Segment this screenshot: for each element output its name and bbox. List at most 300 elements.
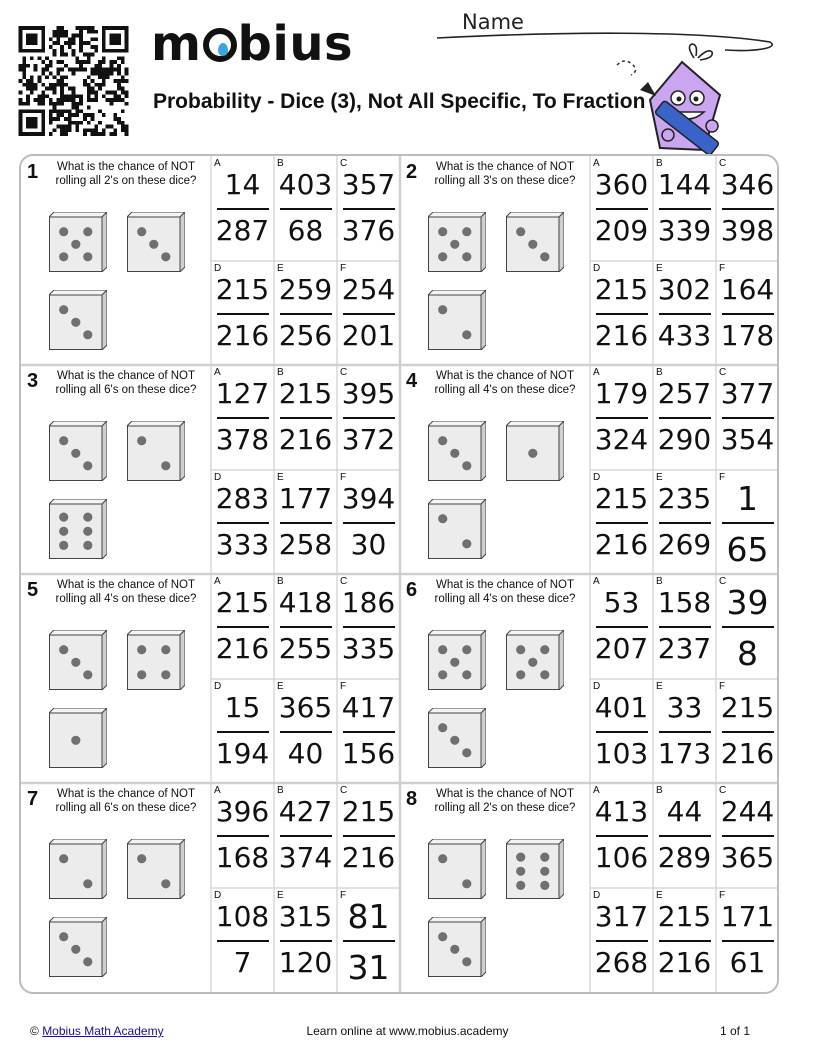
answer-option-c[interactable] [716, 783, 779, 887]
fraction-numerator: 413 [594, 795, 649, 828]
fraction-denominator: 173 [657, 737, 712, 770]
worksheet-grid [19, 154, 779, 994]
die-pip [137, 645, 146, 654]
fraction-bar [596, 940, 648, 942]
fraction-numerator: 357 [341, 168, 396, 201]
answer-label: A [593, 785, 600, 796]
fraction-bar [280, 626, 332, 628]
die-pip [83, 330, 92, 339]
fraction-bar [217, 313, 269, 315]
answer-label: A [214, 367, 221, 378]
fraction-numerator: 177 [278, 482, 333, 515]
fraction-denominator: 106 [594, 841, 649, 874]
die-pip [528, 658, 537, 667]
answer-option-d[interactable] [211, 888, 274, 992]
fraction-numerator: 283 [215, 482, 270, 515]
die-pip [71, 658, 80, 667]
die-face-icon-2 [127, 839, 185, 899]
fraction-denominator: 216 [594, 528, 649, 561]
answer-option-a[interactable] [211, 783, 274, 887]
answer-option-e[interactable] [653, 470, 716, 574]
answer-option-d[interactable] [211, 261, 274, 365]
fraction-numerator: 360 [594, 168, 649, 201]
fraction-bar [217, 940, 269, 942]
die-pip [462, 879, 471, 888]
answer-label: D [593, 263, 601, 274]
logo-text-m: m [151, 16, 202, 72]
die-pip [83, 513, 92, 522]
question-number: 6 [406, 579, 418, 601]
die-pip [59, 645, 68, 654]
answer-option-f[interactable] [337, 888, 400, 992]
answer-option-d[interactable] [590, 888, 653, 992]
die-face-icon-2 [428, 499, 486, 559]
fraction-denominator: 201 [341, 319, 396, 352]
answer-option-c[interactable] [337, 783, 400, 887]
answer-option-a[interactable] [590, 365, 653, 469]
fraction-denominator: 269 [657, 528, 712, 561]
fraction-numerator: 171 [720, 900, 775, 933]
mobius-logo [151, 16, 354, 72]
answer-option-e[interactable] [274, 470, 337, 574]
die-pip [462, 227, 471, 236]
question-text: What is the chance of NOT rolling all 2's on these dice? [55, 161, 197, 187]
fraction-denominator: 433 [657, 319, 712, 352]
fraction-numerator: 401 [594, 691, 649, 724]
fraction-bar [659, 940, 711, 942]
fraction-denominator: 324 [594, 423, 649, 456]
die-pip [438, 723, 447, 732]
fraction-denominator: 30 [350, 528, 387, 561]
die-face-icon-4 [127, 630, 185, 690]
die-pip [462, 252, 471, 261]
die-pip [540, 645, 549, 654]
die-pip [450, 736, 459, 745]
fraction-numerator: 377 [720, 377, 775, 410]
die-pip [438, 670, 447, 679]
answer-label: B [656, 785, 663, 796]
fraction-bar [722, 940, 774, 942]
answer-option-a[interactable] [211, 156, 274, 260]
fraction-denominator: 287 [215, 214, 270, 247]
fraction-denominator: 31 [347, 948, 390, 987]
die-face-icon-6 [49, 499, 107, 559]
fraction-numerator: 215 [341, 795, 396, 828]
fraction-numerator: 164 [720, 273, 775, 306]
fraction-denominator: 61 [729, 946, 766, 979]
die-pip [438, 227, 447, 236]
fraction-denominator: 354 [720, 423, 775, 456]
fraction-denominator: 216 [720, 737, 775, 770]
die-pip [83, 957, 92, 966]
die-face-icon-3 [49, 917, 107, 977]
answer-label: B [656, 367, 663, 378]
die-face-icon-3 [506, 212, 564, 272]
fraction-numerator: 33 [666, 691, 703, 724]
question-number: 5 [27, 579, 39, 601]
answer-option-f[interactable] [337, 470, 400, 574]
die-pip [59, 854, 68, 863]
fraction-denominator: 209 [594, 214, 649, 247]
fraction-denominator: 207 [594, 632, 649, 665]
question-text: What is the chance of NOT rolling all 4's on these dice? [434, 579, 576, 605]
die-pip [59, 932, 68, 941]
answer-option-f[interactable] [716, 679, 779, 783]
fraction-numerator: 108 [215, 900, 270, 933]
answer-label: F [340, 472, 347, 483]
die-face-icon-5 [506, 630, 564, 690]
footer-page-count: 1 of 1 [720, 1024, 751, 1038]
answer-option-e[interactable] [274, 679, 337, 783]
answer-option-f[interactable] [337, 261, 400, 365]
fraction-bar [596, 208, 648, 210]
die-pip [450, 945, 459, 954]
answer-option-b[interactable] [274, 156, 337, 260]
fraction-bar [722, 731, 774, 733]
answer-option-b[interactable] [274, 574, 337, 678]
die-pip [59, 436, 68, 445]
name-label: Name [462, 10, 524, 34]
question-number: 4 [406, 370, 418, 392]
die-face-icon-3 [49, 290, 107, 350]
answer-option-f[interactable] [716, 261, 779, 365]
die-pip [83, 461, 92, 470]
die-pip [438, 645, 447, 654]
answer-option-c[interactable] [337, 574, 400, 678]
fraction-bar [596, 522, 648, 524]
die-pip [137, 436, 146, 445]
die-pip [83, 670, 92, 679]
answer-option-b[interactable] [653, 156, 716, 260]
question-number: 8 [406, 788, 418, 810]
fraction-numerator: 14 [224, 168, 261, 201]
fraction-denominator: 333 [215, 528, 270, 561]
fraction-bar [280, 313, 332, 315]
fraction-bar [280, 208, 332, 210]
answer-label: D [214, 472, 222, 483]
answer-label: F [719, 681, 726, 692]
answer-label: F [340, 263, 347, 274]
die-face-icon-2 [127, 421, 185, 481]
fraction-bar [659, 417, 711, 419]
die-pip [83, 541, 92, 550]
fraction-numerator: 144 [657, 168, 712, 201]
fraction-denominator: 103 [594, 737, 649, 770]
answer-option-a[interactable] [211, 365, 274, 469]
answer-label: D [593, 890, 601, 901]
answer-label: D [214, 263, 222, 274]
die-pip [540, 867, 549, 876]
fraction-bar [722, 417, 774, 419]
fraction-bar [343, 313, 395, 315]
question-number: 1 [27, 161, 39, 183]
answer-option-e[interactable] [653, 679, 716, 783]
die-face-icon-1 [49, 708, 107, 768]
fraction-denominator: 7 [233, 946, 252, 979]
fraction-numerator: 403 [278, 168, 333, 201]
fraction-numerator: 186 [341, 586, 396, 619]
fraction-bar [343, 417, 395, 419]
answer-option-d[interactable] [211, 679, 274, 783]
die-pip [59, 513, 68, 522]
fraction-denominator: 168 [215, 841, 270, 874]
fraction-bar [659, 208, 711, 210]
die-pip [540, 881, 549, 890]
die-pip [462, 461, 471, 470]
die-face-icon-5 [428, 212, 486, 272]
fraction-bar [722, 522, 774, 524]
fraction-denominator: 68 [287, 214, 324, 247]
answer-option-a[interactable] [590, 156, 653, 260]
answer-label: A [214, 158, 221, 169]
die-pip [528, 449, 537, 458]
answer-option-b[interactable] [653, 783, 716, 887]
answer-label: C [340, 367, 348, 378]
die-pip [462, 539, 471, 548]
die-pip [59, 305, 68, 314]
footer-learn-online: Learn online at www.mobius.academy [306, 1024, 509, 1038]
fraction-bar [722, 835, 774, 837]
fraction-denominator: 378 [215, 423, 270, 456]
answer-option-a[interactable] [211, 574, 274, 678]
answer-label: A [214, 576, 221, 587]
fraction-numerator: 127 [215, 377, 270, 410]
fraction-bar [217, 626, 269, 628]
answer-option-f[interactable] [716, 888, 779, 992]
die-pip [438, 305, 447, 314]
die-pip [161, 645, 170, 654]
die-pip [438, 932, 447, 941]
die-pip [161, 461, 170, 470]
logo-text-rest: bius [237, 16, 354, 72]
answer-option-b[interactable] [274, 365, 337, 469]
fraction-numerator: 394 [341, 482, 396, 515]
answer-label: E [656, 681, 663, 692]
answer-option-b[interactable] [274, 783, 337, 887]
fraction-numerator: 215 [657, 900, 712, 933]
die-pip [450, 449, 459, 458]
fraction-numerator: 365 [278, 691, 333, 724]
answer-option-c[interactable] [337, 365, 400, 469]
answer-option-f[interactable] [716, 470, 779, 574]
answer-label: C [719, 576, 727, 587]
fraction-bar [659, 731, 711, 733]
answer-label: A [214, 785, 221, 796]
fraction-bar [659, 626, 711, 628]
mascot-pencil-character [612, 40, 752, 160]
fraction-bar [280, 835, 332, 837]
die-pip [438, 436, 447, 445]
answer-option-e[interactable] [653, 261, 716, 365]
answer-option-c[interactable] [716, 365, 779, 469]
fraction-numerator: 1 [737, 479, 758, 518]
fraction-numerator: 317 [594, 900, 649, 933]
fraction-bar [217, 208, 269, 210]
question-text: What is the chance of NOT rolling all 4's on these dice? [55, 579, 197, 605]
question-text: What is the chance of NOT rolling all 6's on these dice? [55, 370, 197, 396]
fraction-numerator: 81 [347, 897, 390, 936]
fraction-denominator: 8 [737, 634, 758, 673]
die-pip [59, 227, 68, 236]
answer-label: E [656, 472, 663, 483]
die-pip [540, 670, 549, 679]
answer-label: B [656, 158, 663, 169]
fraction-numerator: 44 [666, 795, 703, 828]
fraction-denominator: 120 [278, 946, 333, 979]
fraction-numerator: 315 [278, 900, 333, 933]
die-pip [462, 670, 471, 679]
answer-label: F [340, 681, 347, 692]
mobius-academy-link[interactable]: Mobius Math Academy [42, 1024, 164, 1038]
question-1 [21, 156, 400, 365]
answer-option-e[interactable] [653, 888, 716, 992]
die-pip [438, 252, 447, 261]
fraction-denominator: 372 [341, 423, 396, 456]
answer-label: B [277, 158, 284, 169]
die-pip [161, 879, 170, 888]
fraction-denominator: 216 [215, 319, 270, 352]
fraction-denominator: 65 [726, 530, 769, 569]
die-face-icon-2 [428, 839, 486, 899]
answer-label: E [277, 890, 284, 901]
die-pip [450, 658, 459, 667]
die-face-icon-3 [49, 630, 107, 690]
fraction-numerator: 39 [726, 583, 769, 622]
question-5 [21, 574, 400, 783]
answer-option-a[interactable] [590, 574, 653, 678]
fraction-numerator: 215 [215, 586, 270, 619]
fraction-denominator: 376 [341, 214, 396, 247]
qr-code [17, 26, 130, 136]
answer-label: F [719, 890, 726, 901]
answer-option-d[interactable] [211, 470, 274, 574]
question-8 [400, 783, 779, 992]
answer-label: C [340, 576, 348, 587]
answer-option-d[interactable] [590, 470, 653, 574]
die-pip [83, 527, 92, 536]
fraction-denominator: 216 [215, 632, 270, 665]
fraction-denominator: 374 [278, 841, 333, 874]
answer-label: E [277, 472, 284, 483]
question-2 [400, 156, 779, 365]
answer-label: C [340, 158, 348, 169]
fraction-bar [343, 835, 395, 837]
answer-label: B [277, 576, 284, 587]
answer-option-d[interactable] [590, 261, 653, 365]
fraction-denominator: 290 [657, 423, 712, 456]
fraction-numerator: 158 [657, 586, 712, 619]
answer-option-e[interactable] [274, 261, 337, 365]
die-pip [462, 330, 471, 339]
fraction-denominator: 216 [341, 841, 396, 874]
die-face-icon-5 [49, 212, 107, 272]
fraction-denominator: 194 [215, 737, 270, 770]
answer-option-b[interactable] [653, 574, 716, 678]
die-face-icon-6 [506, 839, 564, 899]
fraction-numerator: 235 [657, 482, 712, 515]
fraction-bar [596, 731, 648, 733]
fraction-numerator: 179 [594, 377, 649, 410]
question-number: 3 [27, 370, 39, 392]
die-pip [59, 541, 68, 550]
answer-label: E [277, 681, 284, 692]
answer-label: B [656, 576, 663, 587]
die-face-icon-3 [49, 421, 107, 481]
answer-label: E [277, 263, 284, 274]
fraction-numerator: 302 [657, 273, 712, 306]
fraction-bar [659, 835, 711, 837]
die-face-icon-2 [428, 290, 486, 350]
die-pip [137, 854, 146, 863]
fraction-bar [343, 208, 395, 210]
fraction-numerator: 427 [278, 795, 333, 828]
die-pip [71, 240, 80, 249]
fraction-numerator: 215 [594, 273, 649, 306]
answer-option-e[interactable] [274, 888, 337, 992]
question-text: What is the chance of NOT rolling all 3's on these dice? [434, 161, 576, 187]
question-7 [21, 783, 400, 992]
fraction-numerator: 346 [720, 168, 775, 201]
fraction-numerator: 418 [278, 586, 333, 619]
fraction-denominator: 398 [720, 214, 775, 247]
die-pip [71, 945, 80, 954]
logo-drop-icon [203, 28, 237, 62]
die-pip [516, 881, 525, 890]
fraction-bar [280, 940, 332, 942]
fraction-numerator: 395 [341, 377, 396, 410]
die-pip [149, 240, 158, 249]
fraction-denominator: 156 [341, 737, 396, 770]
die-pip [462, 748, 471, 757]
die-pip [540, 252, 549, 261]
answer-label: D [214, 681, 222, 692]
fraction-denominator: 335 [341, 632, 396, 665]
copyright-symbol: © [30, 1024, 39, 1038]
fraction-numerator: 244 [720, 795, 775, 828]
die-pip [540, 853, 549, 862]
die-pip [161, 252, 170, 261]
fraction-bar [280, 417, 332, 419]
question-text: What is the chance of NOT rolling all 6's on these dice? [55, 788, 197, 814]
die-face-icon-3 [428, 421, 486, 481]
answer-option-c[interactable] [716, 574, 779, 678]
fraction-denominator: 289 [657, 841, 712, 874]
fraction-bar [343, 940, 395, 942]
question-text: What is the chance of NOT rolling all 2's on these dice? [434, 788, 576, 814]
fraction-denominator: 178 [720, 319, 775, 352]
answer-option-d[interactable] [590, 679, 653, 783]
fraction-bar [280, 731, 332, 733]
answer-label: A [593, 576, 600, 587]
fraction-numerator: 15 [224, 691, 261, 724]
answer-option-b[interactable] [653, 365, 716, 469]
answer-label: B [277, 367, 284, 378]
answer-label: E [656, 263, 663, 274]
answer-option-c[interactable] [716, 156, 779, 260]
answer-option-c[interactable] [337, 156, 400, 260]
fraction-bar [722, 208, 774, 210]
answer-option-a[interactable] [590, 783, 653, 887]
fraction-bar [596, 626, 648, 628]
answer-option-f[interactable] [337, 679, 400, 783]
die-pip [137, 227, 146, 236]
die-face-icon-2 [49, 839, 107, 899]
die-pip [83, 252, 92, 261]
fraction-bar [217, 731, 269, 733]
answer-label: C [719, 158, 727, 169]
fraction-denominator: 255 [278, 632, 333, 665]
fraction-numerator: 396 [215, 795, 270, 828]
